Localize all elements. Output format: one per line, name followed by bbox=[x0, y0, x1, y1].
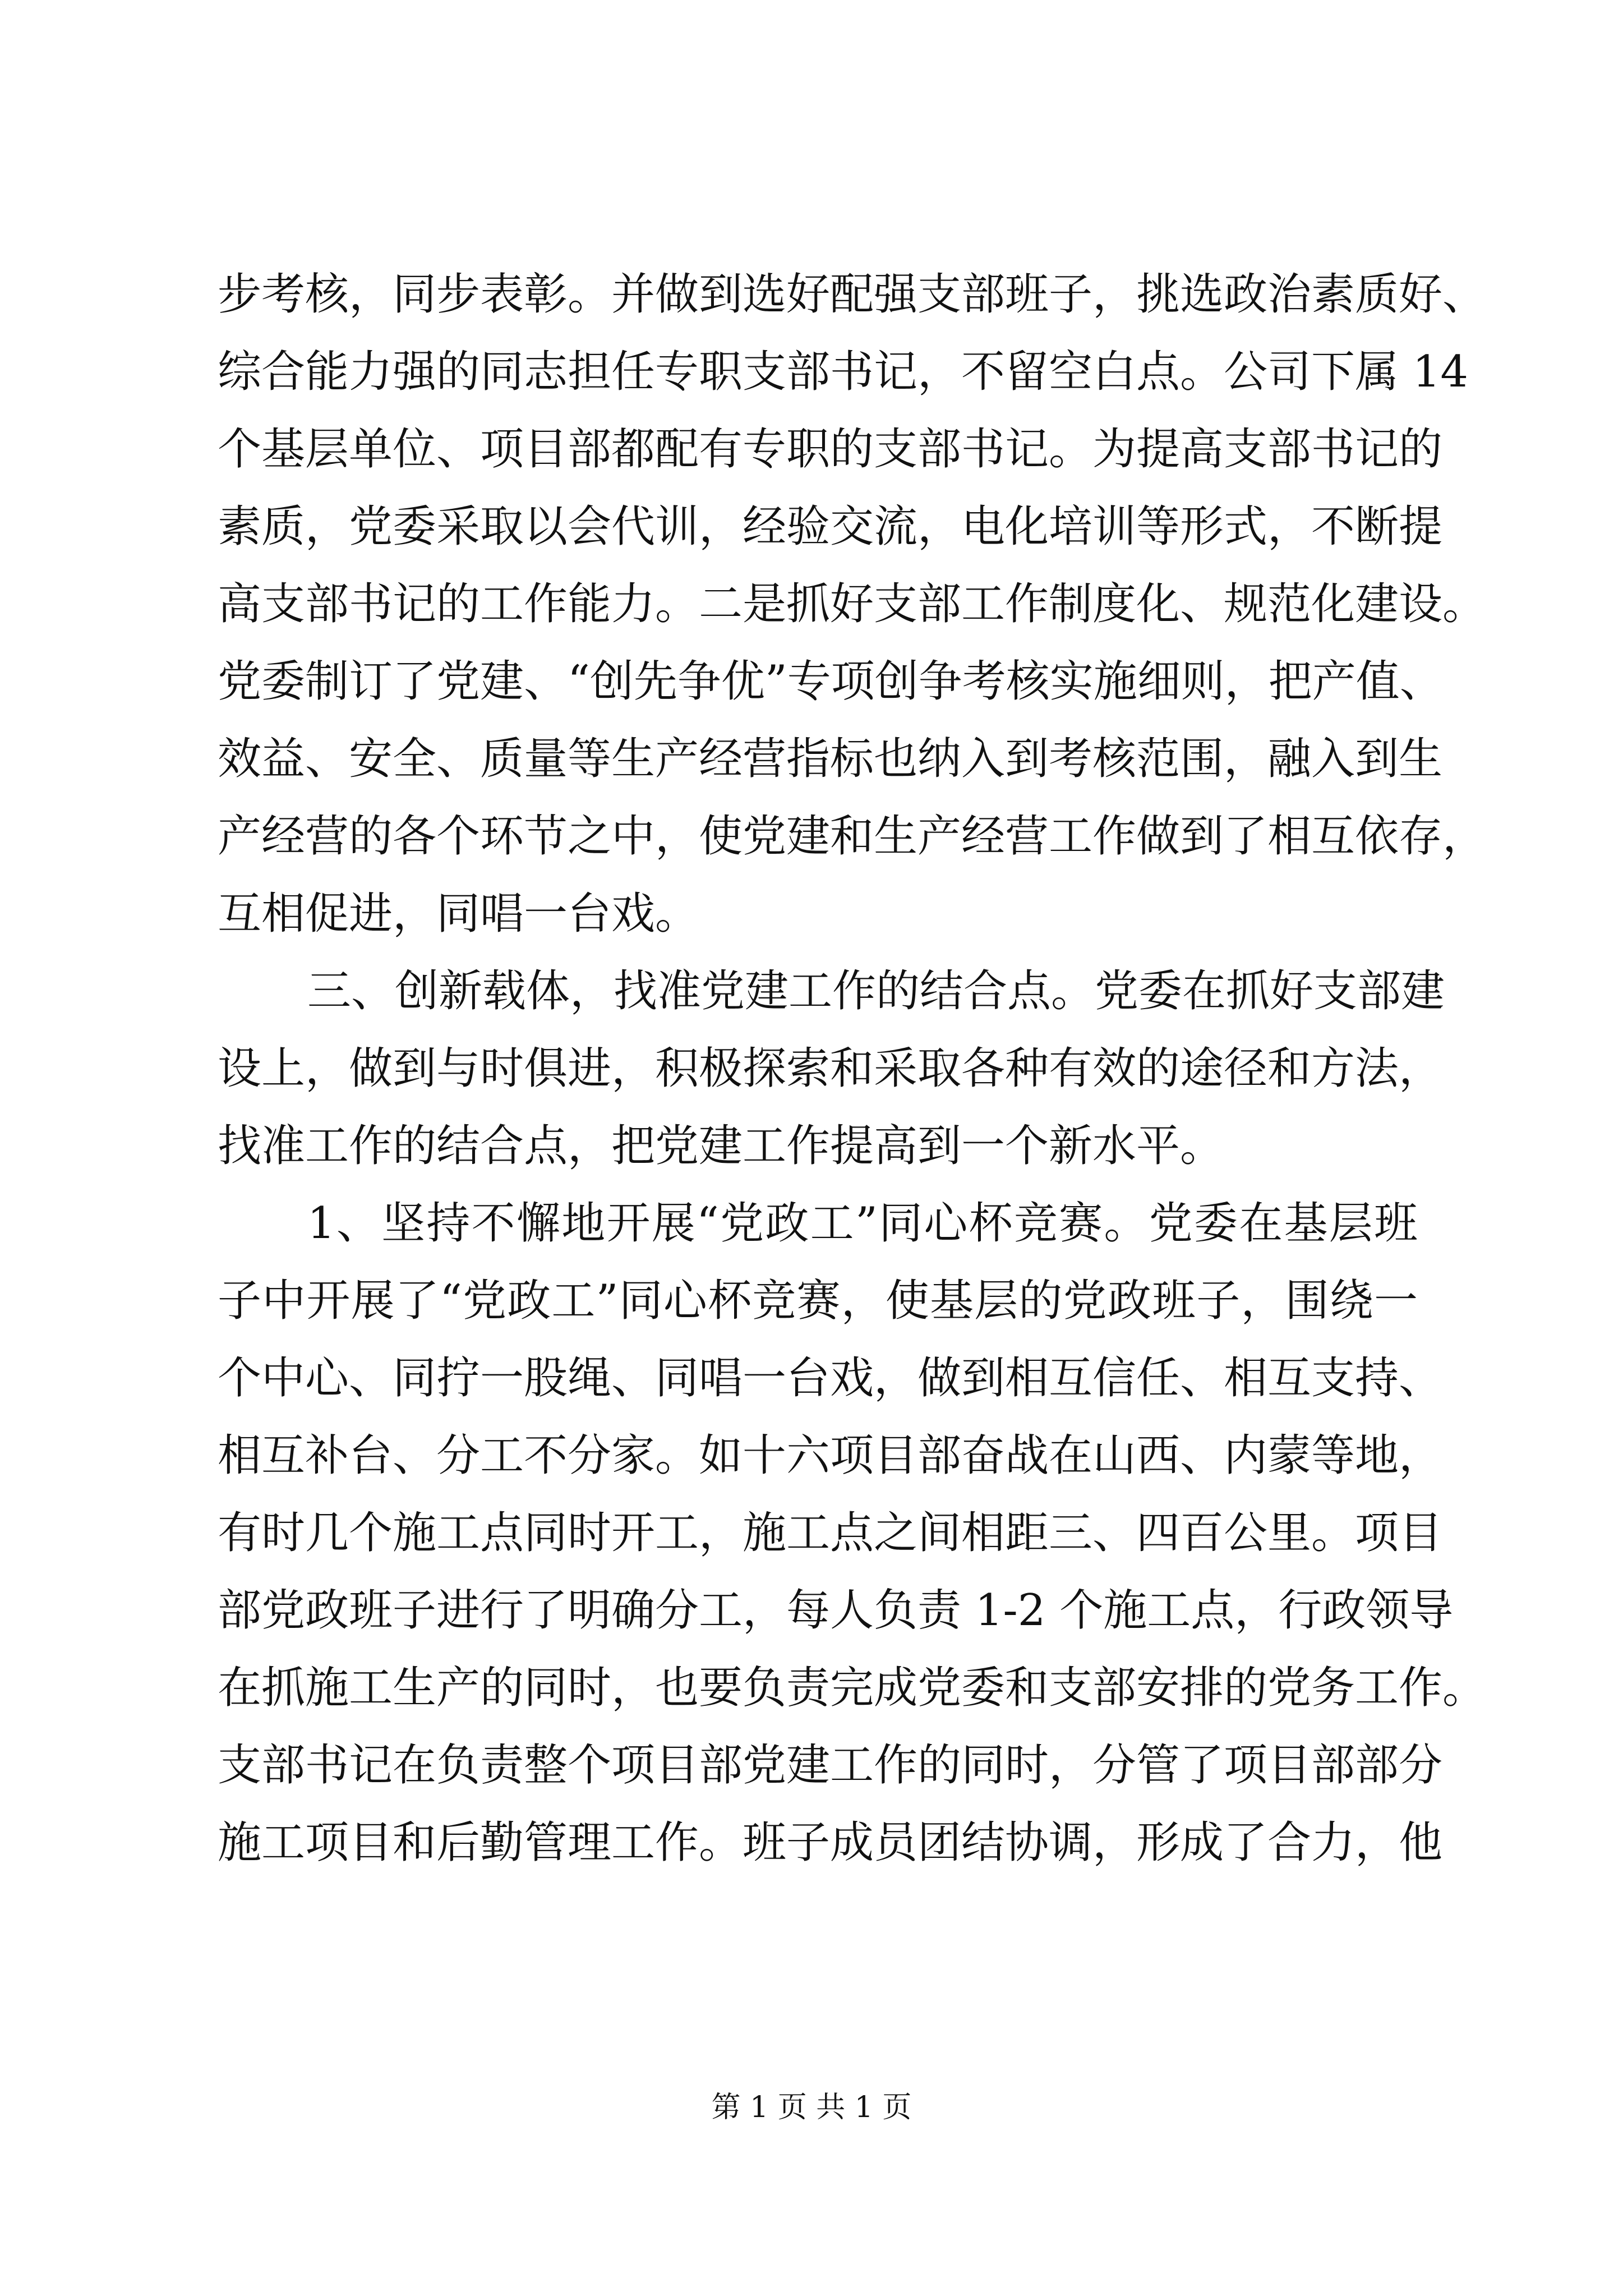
text-line: 产经营的各个环节之中，使党建和生产经营工作做到了相互依存， bbox=[218, 811, 1487, 862]
text-line: 有时几个施工点同时开工，施工点之间相距三、四百公里。项目 bbox=[218, 1508, 1443, 1558]
paragraph-start: 1、坚持不懈地开展“党政工”同心杯竞赛。党委在基层班 bbox=[307, 1198, 1418, 1249]
text-line: 综合能力强的同志担任专职支部书记，不留空白点。公司下属 14 bbox=[218, 347, 1469, 397]
text-line: 个中心、同拧一股绳、同唱一台戏，做到相互信任、相互支持、 bbox=[218, 1353, 1443, 1404]
text-line: 效益、安全、质量等生产经营指标也纳入到考核范围，融入到生 bbox=[218, 734, 1443, 784]
text-line: 素质，党委采取以会代训，经验交流，电化培训等形式，不断提 bbox=[218, 501, 1443, 552]
page-footer: 第 1 页 共 1 页 bbox=[711, 2091, 912, 2124]
text-line: 高支部书记的工作能力。二是抓好支部工作制度化、规范化建设。 bbox=[218, 579, 1487, 629]
text-line: 互相促进，同唱一台戏。 bbox=[218, 889, 699, 939]
text-line: 施工项目和后勤管理工作。班子成员团结协调，形成了合力，他 bbox=[218, 1818, 1443, 1868]
text-line: 相互补台、分工不分家。如十六项目部奋战在山西、内蒙等地， bbox=[218, 1430, 1443, 1481]
text-line: 部党政班子进行了明确分工，每人负责 1-2 个施工点，行政领导 bbox=[218, 1585, 1454, 1636]
text-line: 找准工作的结合点，把党建工作提高到一个新水平。 bbox=[218, 1121, 1224, 1171]
text-line: 支部书记在负责整个项目部党建工作的同时，分管了项目部部分 bbox=[218, 1740, 1443, 1791]
text-line: 设上，做到与时俱进，积极探索和采取各种有效的途径和方法， bbox=[218, 1043, 1443, 1094]
text-line: 子中开展了“党政工”同心杯竞赛，使基层的党政班子，围绕一 bbox=[218, 1276, 1418, 1326]
text-line: 步考核，同步表彰。并做到选好配强支部班子，挑选政治素质好、 bbox=[218, 269, 1487, 320]
paragraph-start: 三、创新载体，找准党建工作的结合点。党委在抓好支部建 bbox=[307, 966, 1445, 1016]
text-line: 在抓施工生产的同时，也要负责完成党委和支部安排的党务工作。 bbox=[218, 1663, 1487, 1713]
text-line: 党委制订了党建、“创先争优”专项创争考核实施细则，把产值、 bbox=[218, 656, 1444, 707]
text-line: 个基层单位、项目部都配有专职的支部书记。为提高支部书记的 bbox=[218, 424, 1443, 475]
